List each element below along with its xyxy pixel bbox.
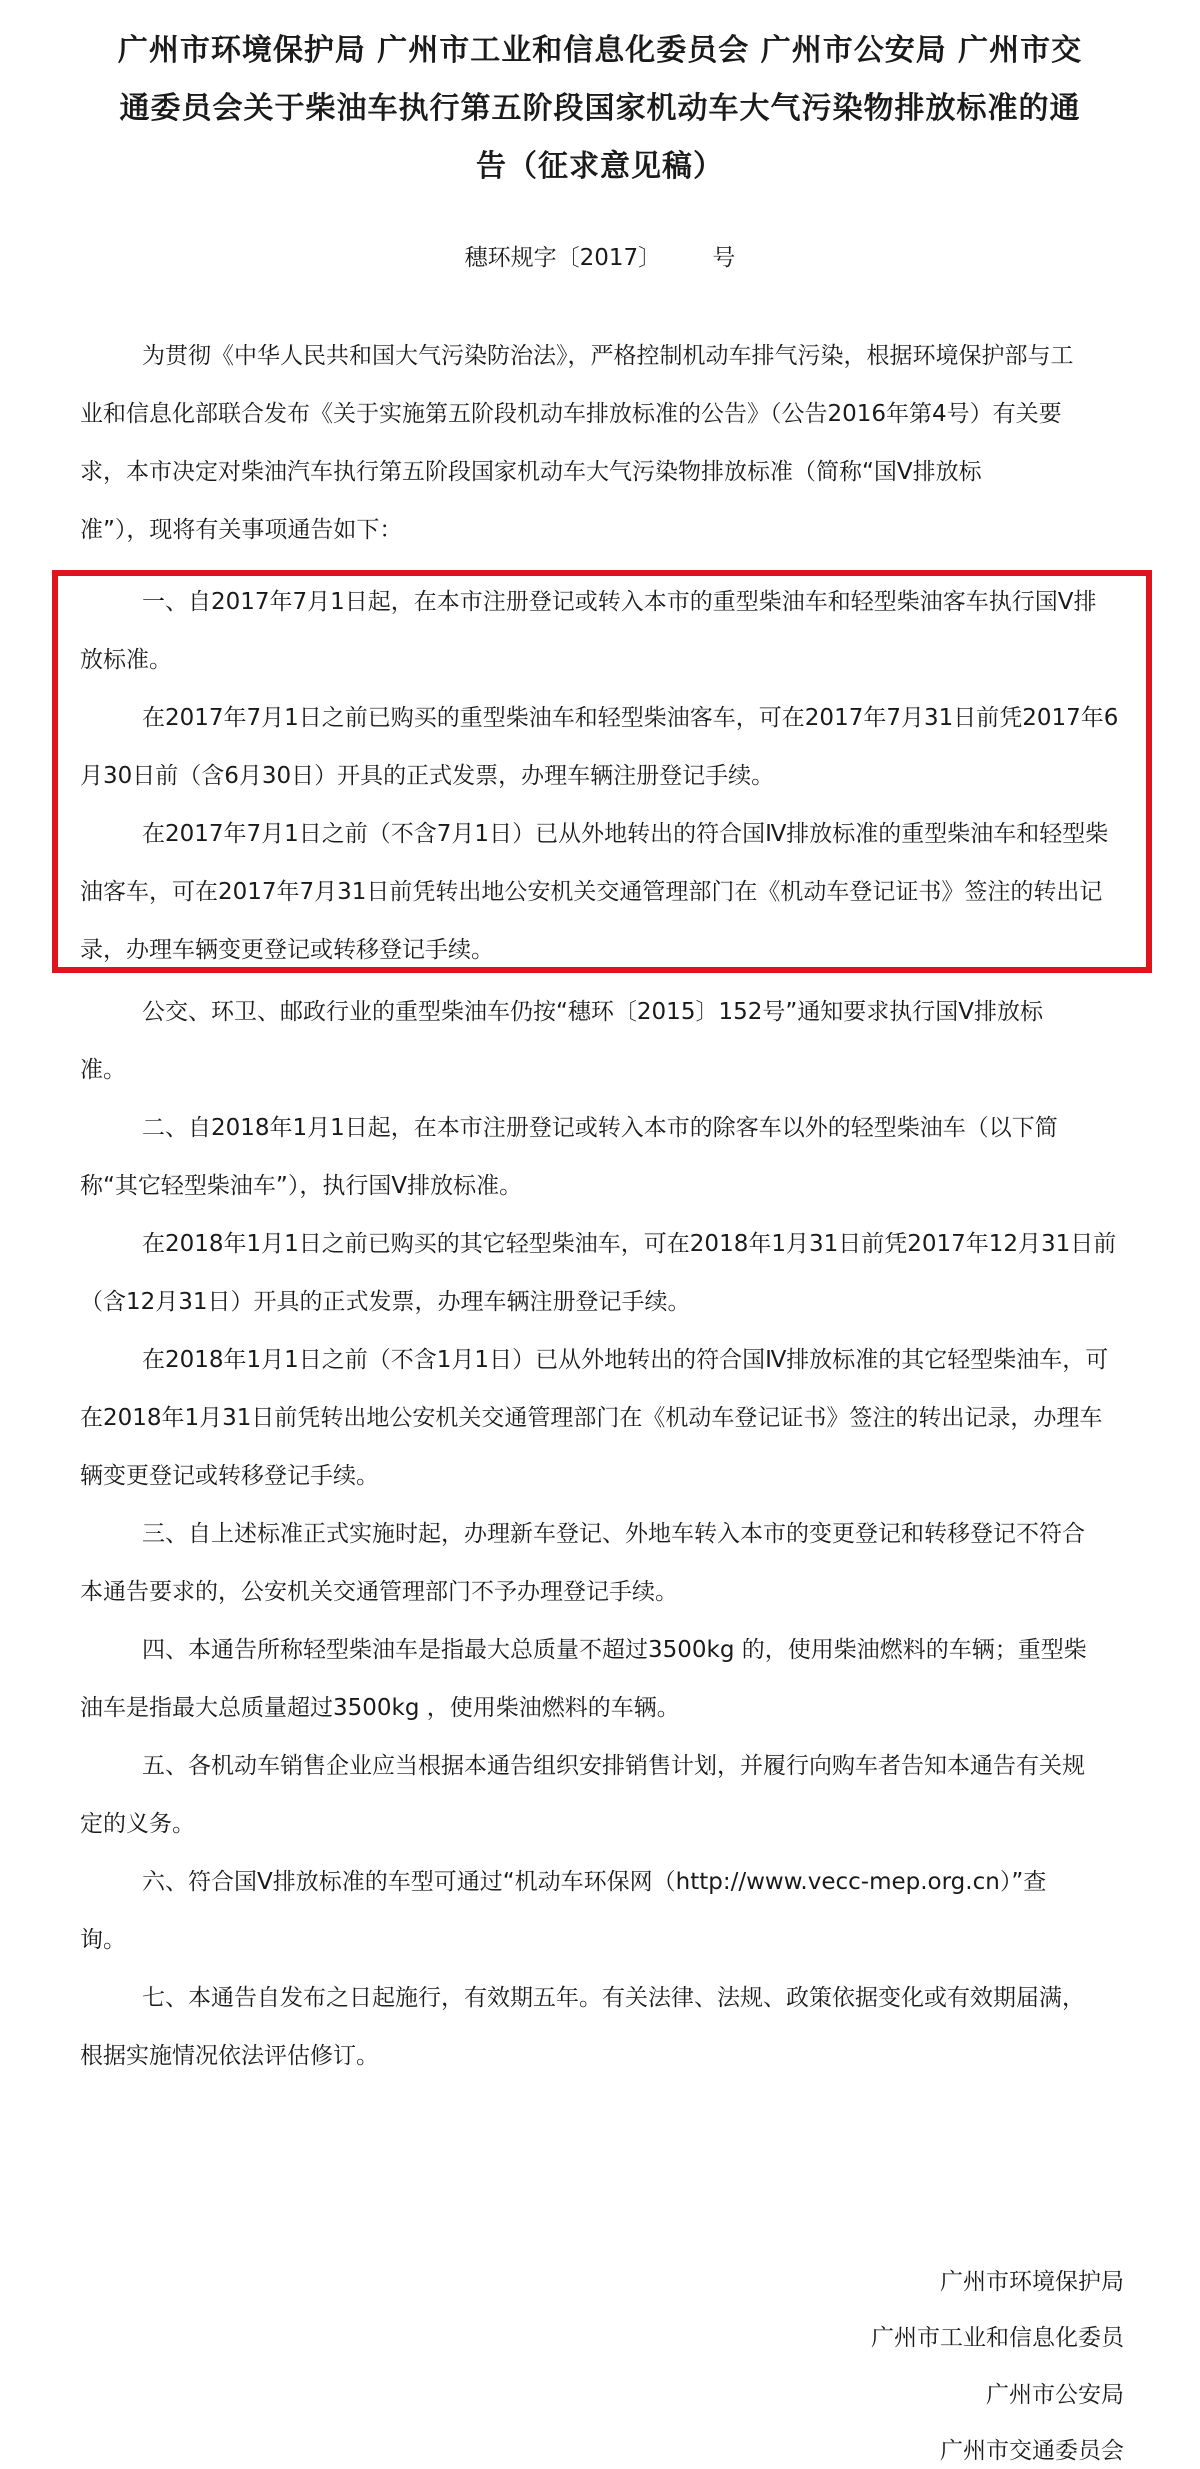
paragraph-line: 在2018年1月1日之前已购买的其它轻型柴油车，可在2018年1月31日前凭2017年12月31日前 bbox=[142, 1231, 1117, 1257]
paragraph-line: 业和信息化部联合发布《关于实施第五阶段机动车排放标准的公告》（公告2016年第4号）有关要 bbox=[80, 401, 1062, 427]
paragraph-line: 本通告要求的，公安机关交通管理部门不予办理登记手续。 bbox=[80, 1579, 678, 1605]
paragraph-line: 在2018年1月31日前凭转出地公安机关交通管理部门在《机动车登记证书》签注的转出记录，办理车 bbox=[80, 1405, 1103, 1431]
paragraph-line: 询。 bbox=[80, 1927, 126, 1953]
paragraph-item-5 bbox=[80, 1737, 1126, 1853]
paragraph-line: （含12月31日）开具的正式发票，办理车辆注册登记手续。 bbox=[80, 1289, 691, 1315]
paragraph-item-1-transfer bbox=[80, 805, 1126, 979]
paragraph-line: 七、本通告自发布之日起施行，有效期五年。有关法律、法规、政策依据变化或有效期届满， bbox=[142, 1985, 1085, 2011]
title-line: 广州市环境保护局 广州市工业和信息化委员会 广州市公安局 广州市交 bbox=[117, 33, 1083, 68]
paragraph-line: 根据实施情况依法评估修订。 bbox=[80, 2043, 379, 2069]
paragraph-line: 油客车，可在2017年7月31日前凭转出地公安机关交通管理部门在《机动车登记证书》签注的转出记 bbox=[80, 879, 1103, 905]
document-number: 穗环规字〔2017〕 号 bbox=[464, 245, 736, 271]
paragraph-item-2 bbox=[80, 1099, 1126, 1215]
paragraph-item-7 bbox=[80, 1969, 1126, 2085]
paragraph-item-1 bbox=[80, 573, 1126, 689]
paragraph-item-2-transfer bbox=[80, 1331, 1126, 1505]
paragraph-line: 五、各机动车销售企业应当根据本通告组织安排销售计划，并履行向购车者告知本通告有关规 bbox=[142, 1753, 1085, 1779]
paragraph-line: 在2018年1月1日之前（不含1月1日）已从外地转出的符合国Ⅳ排放标准的其它轻型柴油车，可 bbox=[142, 1347, 1109, 1373]
paragraph-line: 定的义务。 bbox=[80, 1811, 195, 1837]
paragraph-line: 准。 bbox=[80, 1057, 126, 1083]
paragraph-line: 辆变更登记或转移登记手续。 bbox=[80, 1463, 379, 1489]
signature-public-security-bureau: 广州市公安局 bbox=[986, 2382, 1124, 2408]
paragraph-line: 求，本市决定对柴油汽车执行第五阶段国家机动车大气污染物排放标准（简称“国Ⅴ排放标 bbox=[80, 459, 982, 485]
signature-transport-commission: 广州市交通委员会 bbox=[940, 2438, 1124, 2464]
paragraph-line: 月30日前（含6月30日）开具的正式发票，办理车辆注册登记手续。 bbox=[80, 763, 775, 789]
paragraph-public-vehicles bbox=[80, 983, 1126, 1099]
paragraph-line: 在2017年7月1日之前（不含7月1日）已从外地转出的符合国Ⅳ排放标准的重型柴油车和轻型柴 bbox=[142, 821, 1109, 847]
paragraph-line: 放标准。 bbox=[80, 647, 172, 673]
paragraph-line: 二、自2018年1月1日起，在本市注册登记或转入本市的除客车以外的轻型柴油车（以下简 bbox=[142, 1115, 1058, 1141]
paragraph-item-2-purchase bbox=[80, 1215, 1126, 1331]
paragraph-line: 准”），现将有关事项通告如下： bbox=[80, 517, 403, 543]
paragraph-line: 油车是指最大总质量超过3500kg ，使用柴油燃料的车辆。 bbox=[80, 1695, 680, 1721]
title-line: 告（征求意见稿） bbox=[476, 149, 724, 184]
paragraph-line: 在2017年7月1日之前已购买的重型柴油车和轻型柴油客车，可在2017年7月31日前凭2017年6 bbox=[142, 705, 1119, 731]
paragraph-line: 三、自上述标准正式实施时起，办理新车登记、外地车转入本市的变更登记和转移登记不符合 bbox=[142, 1521, 1085, 1547]
title-line: 通委员会关于柴油车执行第五阶段国家机动车大气污染物排放标准的通 bbox=[119, 91, 1081, 126]
paragraph-line: 称“其它轻型柴油车”），执行国Ⅴ排放标准。 bbox=[80, 1173, 523, 1199]
paragraph-item-1-purchase bbox=[80, 689, 1126, 805]
paragraph-line: 一、自2017年7月1日起，在本市注册登记或转入本市的重型柴油车和轻型柴油客车执行国Ⅴ排 bbox=[142, 589, 1097, 615]
paragraph-line: 录，办理车辆变更登记或转移登记手续。 bbox=[80, 937, 494, 963]
paragraph-line: 四、本通告所称轻型柴油车是指最大总质量不超过3500kg 的，使用柴油燃料的车辆；重型柴 bbox=[142, 1637, 1087, 1663]
signature-industry-commission: 广州市工业和信息化委员 bbox=[871, 2325, 1124, 2351]
document-title bbox=[60, 22, 1140, 196]
paragraph-item-6 bbox=[80, 1853, 1126, 1969]
paragraph-line: 六、符合国Ⅴ排放标准的车型可通过“机动车环保网（http://www.vecc-mep.org.cn）”查 bbox=[142, 1869, 1047, 1895]
paragraph-line: 为贯彻《中华人民共和国大气污染防治法》，严格控制机动车排气污染，根据环境保护部与工 bbox=[142, 343, 1074, 369]
paragraph-item-4 bbox=[80, 1621, 1126, 1737]
signature-environment-bureau: 广州市环境保护局 bbox=[940, 2269, 1124, 2295]
paragraph-item-3 bbox=[80, 1505, 1126, 1621]
paragraph-line: 公交、环卫、邮政行业的重型柴油车仍按“穗环〔2015〕152号”通知要求执行国Ⅴ排放标 bbox=[142, 999, 1043, 1025]
paragraph-intro bbox=[80, 327, 1126, 559]
